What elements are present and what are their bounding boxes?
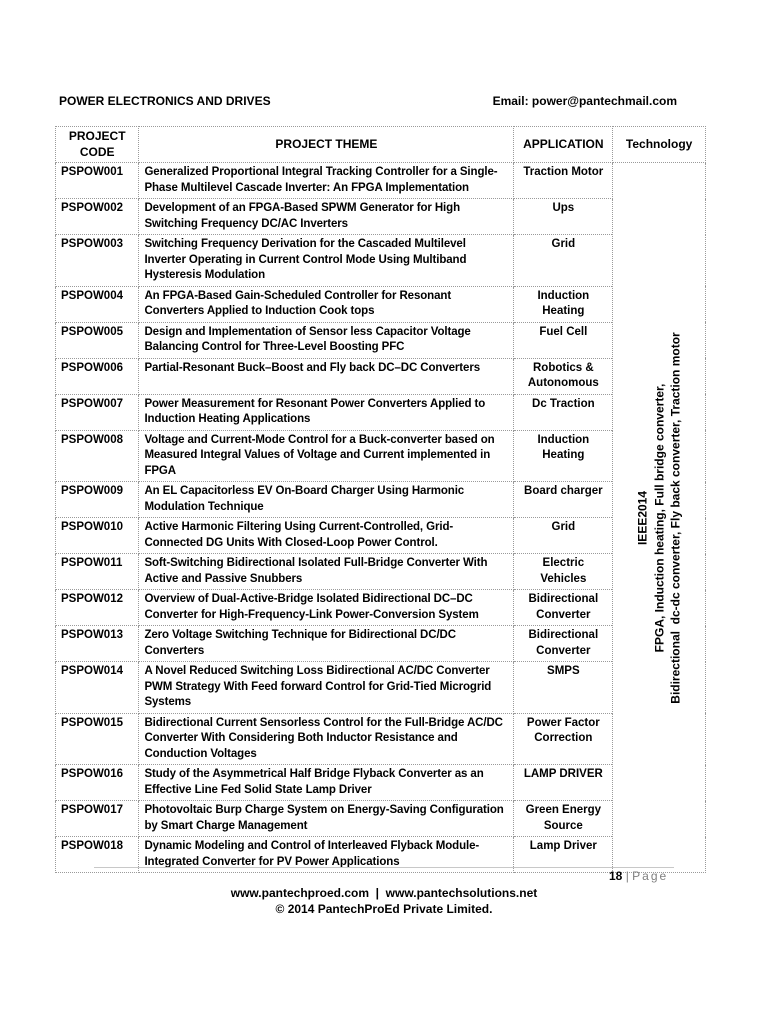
footer-websites: www.pantechproed.com | www.pantechsolutions.net [230, 886, 538, 900]
table-row [56, 662, 706, 714]
project-theme-cell: Partial-Resonant Buck–Boost and Fly back DC–DC Converters [139, 358, 514, 394]
table-row [56, 286, 706, 322]
application-cell: Bidirectional Converter [514, 626, 613, 662]
application-cell: Grid [514, 518, 613, 554]
project-theme-cell: Soft-Switching Bidirectional Isolated Full-Bridge Converter With Active and Passive Snubbers [139, 554, 514, 590]
project-theme-cell: Photovoltaic Burp Charge System on Energy-Saving Configuration by Smart Charge Management [139, 801, 514, 837]
application-cell: Grid [514, 235, 613, 287]
table-row [56, 430, 706, 482]
project-code-cell: PSPOW005 [56, 322, 139, 358]
application-cell: Fuel Cell [514, 322, 613, 358]
project-theme-cell: Dynamic Modeling and Control of Interleaved Flyback Module-Integrated Converter for PV Power Applications [139, 837, 514, 873]
project-theme-cell: A Novel Reduced Switching Loss Bidirectional AC/DC Converter PWM Strategy With Feed forward Control for Grid-Tied Microgrid Systems [139, 662, 514, 714]
project-theme-cell: An EL Capacitorless EV On-Board Charger Using Harmonic Modulation Technique [139, 482, 514, 518]
page-footer [0, 885, 768, 917]
project-code-cell: PSPOW017 [56, 801, 139, 837]
table-row [56, 358, 706, 394]
application-cell: Traction Motor [514, 163, 613, 199]
page-number-separator: | [625, 869, 629, 883]
application-cell: Power Factor Correction [514, 713, 613, 765]
project-theme-cell: Overview of Dual-Active-Bridge Isolated Bidirectional DC–DC Converter for High-Frequency-Link Power-Conversion System [139, 590, 514, 626]
technology-line: Bidirectional dc-dc converter, Fly back converter, Traction motor [668, 331, 683, 704]
application-cell: Electric Vehicles [514, 554, 613, 590]
technology-line: FPGA, Induction heating, Full bridge converter, [651, 383, 666, 652]
table-row [56, 554, 706, 590]
column-header-project-code: PROJECT CODE [56, 127, 139, 163]
table-row [56, 626, 706, 662]
project-code-cell: PSPOW016 [56, 765, 139, 801]
project-code-cell: PSPOW014 [56, 662, 139, 714]
page-label: Page [632, 869, 669, 883]
technology-line: IEEE2014 [635, 490, 650, 545]
project-theme-cell: Active Harmonic Filtering Using Current-Controlled, Grid-Connected DG Units With Closed-Loop Power Control. [139, 518, 514, 554]
project-code-cell: PSPOW003 [56, 235, 139, 287]
application-cell: Robotics & Autonomous [514, 358, 613, 394]
table-row [56, 163, 706, 199]
application-cell: Bidirectional Converter [514, 590, 613, 626]
table-row [56, 713, 706, 765]
project-theme-cell: Generalized Proportional Integral Tracking Controller for a Single-Phase Multilevel Cascade Inverter: An FPGA Implementation [139, 163, 514, 199]
application-cell: Ups [514, 199, 613, 235]
project-code-cell: PSPOW012 [56, 590, 139, 626]
project-theme-cell: Bidirectional Current Sensorless Control for the Full-Bridge AC/DC Converter With Considering Both Inductor Resistance and Conduction Voltages [139, 713, 514, 765]
application-cell: Board charger [514, 482, 613, 518]
project-theme-cell: Power Measurement for Resonant Power Converters Applied to Induction Heating Applications [139, 394, 514, 430]
project-theme-cell: Voltage and Current-Mode Control for a Buck-converter based on Measured Integral Values of Voltage and Current implemented in FPGA [139, 430, 514, 482]
table-row [56, 322, 706, 358]
table-row [56, 765, 706, 801]
project-theme-cell: Study of the Asymmetrical Half Bridge Flyback Converter as an Effective Line Fed Solid State Lamp Driver [139, 765, 514, 801]
contact-email: Email: power@pantechmail.com [492, 94, 677, 108]
application-cell: Green Energy Source [514, 801, 613, 837]
project-code-cell: PSPOW008 [56, 430, 139, 482]
footer-divider [94, 867, 674, 868]
column-header-application: APPLICATION [514, 127, 613, 163]
project-theme-cell: Design and Implementation of Sensor less Capacitor Voltage Balancing Control for Three-Level Boosting PFC [139, 322, 514, 358]
project-code-cell: PSPOW011 [56, 554, 139, 590]
project-code-cell: PSPOW001 [56, 163, 139, 199]
project-code-cell: PSPOW015 [56, 713, 139, 765]
project-theme-cell: An FPGA-Based Gain-Scheduled Controller for Resonant Converters Applied to Induction Cook tops [139, 286, 514, 322]
column-header-technology: Technology [613, 127, 706, 163]
application-cell: Induction Heating [514, 286, 613, 322]
footer-copyright: © 2014 PantechProEd Private Limited. [275, 902, 493, 916]
table-row [56, 590, 706, 626]
table-row [56, 482, 706, 518]
technology-rotated-text [634, 332, 684, 703]
document-title: POWER ELECTRONICS AND DRIVES [59, 94, 271, 108]
technology-cell [613, 163, 706, 873]
project-code-cell: PSPOW004 [56, 286, 139, 322]
application-cell: Dc Traction [514, 394, 613, 430]
projects-table [55, 126, 706, 873]
table-row [56, 394, 706, 430]
project-theme-cell: Switching Frequency Derivation for the Cascaded Multilevel Inverter Operating in Current Control Mode Using Multiband Hysteresis Modulation [139, 235, 514, 287]
application-cell: SMPS [514, 662, 613, 714]
page-number-value: 18 [609, 869, 623, 883]
application-cell: LAMP DRIVER [514, 765, 613, 801]
page-header [59, 94, 677, 112]
project-theme-cell: Development of an FPGA-Based SPWM Generator for High Switching Frequency DC/AC Inverters [139, 199, 514, 235]
table-row [56, 235, 706, 287]
column-header-project-theme: PROJECT THEME [139, 127, 514, 163]
application-cell: Induction Heating [514, 430, 613, 482]
project-code-cell: PSPOW018 [56, 837, 139, 873]
table-row [56, 518, 706, 554]
project-code-cell: PSPOW002 [56, 199, 139, 235]
project-code-cell: PSPOW009 [56, 482, 139, 518]
project-theme-cell: Zero Voltage Switching Technique for Bidirectional DC/DC Converters [139, 626, 514, 662]
project-code-cell: PSPOW006 [56, 358, 139, 394]
page-number [609, 869, 668, 883]
project-code-cell: PSPOW010 [56, 518, 139, 554]
table-row [56, 801, 706, 837]
project-code-cell: PSPOW007 [56, 394, 139, 430]
table-header-row [56, 127, 706, 163]
table-row [56, 199, 706, 235]
project-code-cell: PSPOW013 [56, 626, 139, 662]
application-cell: Lamp Driver [514, 837, 613, 873]
